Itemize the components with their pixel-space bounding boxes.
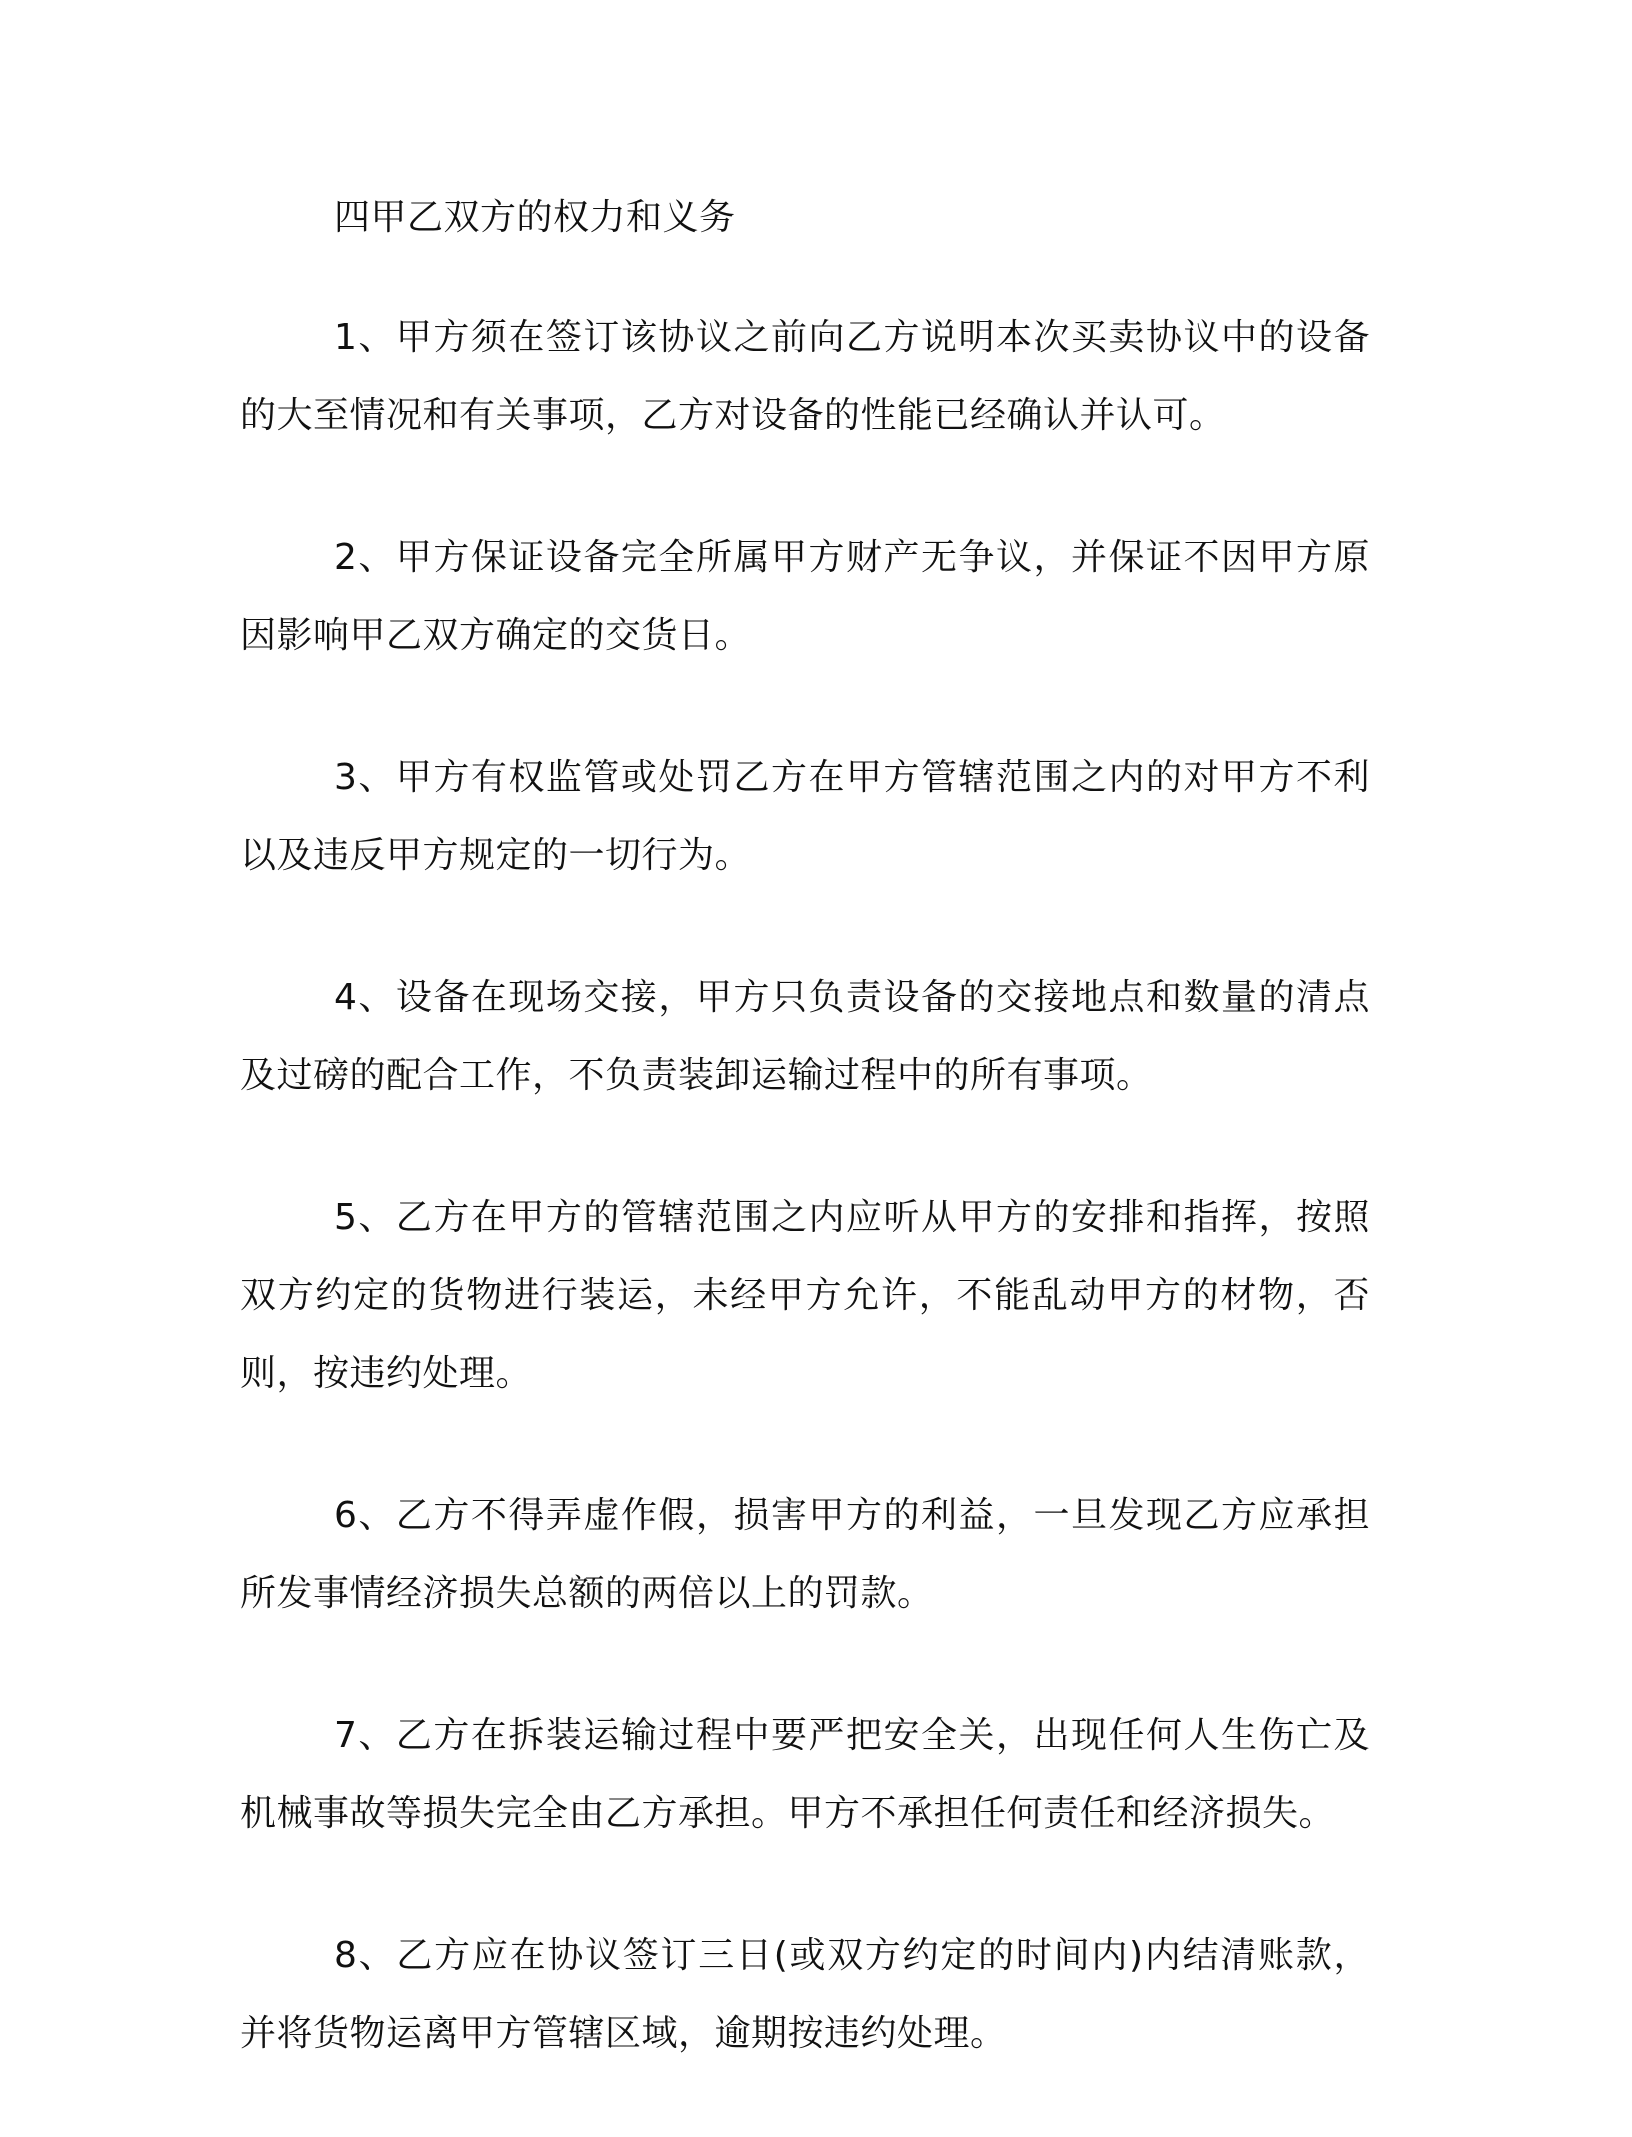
clause-5: 5、乙方在甲方的管辖范围之内应听从甲方的安排和指挥，按照双方约定的货物进行装运，未经甲方允许，不能乱动甲方的材物，否则，按违约处理。 [240,1197,1370,1394]
clause-1: 1、甲方须在签订该协议之前向乙方说明本次买卖协议中的设备的大至情况和有关事项，乙方对设备的性能已经确认并认可。 [240,317,1370,436]
clause-3: 3、甲方有权监管或处罚乙方在甲方管辖范围之内的对甲方不利以及违反甲方规定的一切行为。 [240,757,1370,876]
clause-7: 7、乙方在拆装运输过程中要严把安全关，出现任何人生伤亡及机械事故等损失完全由乙方承担。甲方不承担任何责任和经济损失。 [240,1715,1370,1834]
clause-8: 8、乙方应在协议签订三日(或双方约定的时间内)内结清账款，并将货物运离甲方管辖区域，逾期按违约处理。 [240,1935,1370,2054]
document-body [240,190,1370,2137]
section-title: 四甲乙双方的权力和义务 [334,197,736,238]
clause-4: 4、设备在现场交接，甲方只负责设备的交接地点和数量的清点及过磅的配合工作，不负责装卸运输过程中的所有事项。 [240,977,1370,1096]
clause-2: 2、甲方保证设备完全所属甲方财产无争议，并保证不因甲方原因影响甲乙双方确定的交货日。 [240,537,1370,656]
clause-6: 6、乙方不得弄虚作假，损害甲方的利益，一旦发现乙方应承担所发事情经济损失总额的两倍以上的罚款。 [240,1495,1370,1614]
